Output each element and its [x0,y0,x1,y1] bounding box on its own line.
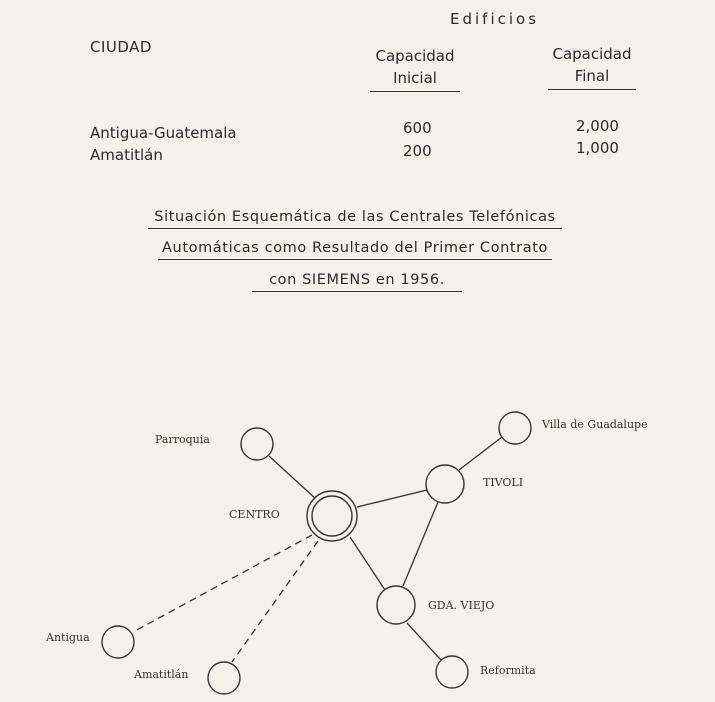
link-tivoli-villa [459,437,502,470]
final-capacity-header-line2: Final [574,67,610,85]
link-parroquia-centro [269,456,317,500]
label-reformita: Reformita [480,664,536,677]
node-villa-guadalupe [499,412,531,444]
row-2-final: 1,000 [576,139,619,157]
node-parroquia [241,428,273,460]
caption-line-1-text: Situación Esquemática de las Centrales Telefónicas [154,209,556,225]
row-1-city: Antigua-Guatemala [90,124,237,142]
link-gdaviejo-reformita [407,623,441,660]
link-centro-gdaviejo [350,537,385,590]
node-amatitlan [208,662,240,694]
label-parroquia: Parroquia [155,433,210,446]
node-centro-inner [312,496,352,536]
initial-capacity-header-line1: Capacidad [375,47,455,65]
node-reformita [436,656,468,688]
link-tivoli-gdaviejo [403,502,438,586]
row-2-initial: 200 [403,142,432,160]
buildings-group-header: Edificios [450,10,540,28]
row-1-initial: 600 [403,119,432,137]
caption-line-3-text: con SIEMENS en 1956. [269,272,445,288]
label-amatitlan: Amatitlán [134,668,189,681]
node-antigua [102,626,134,658]
label-tivoli: TIVOLI [483,476,524,489]
link-centro-antigua [133,535,312,632]
caption-line-2-text: Automáticas como Resultado del Primer Contrato [162,240,548,256]
node-tivoli [426,465,464,503]
final-capacity-header-line1: Capacidad [552,45,632,63]
row-1-final: 2,000 [576,117,619,135]
link-centro-tivoli [357,490,427,507]
node-gda-viejo [377,586,415,624]
city-column-header: CIUDAD [90,38,152,56]
row-2-city: Amatitlán [90,146,163,164]
initial-capacity-header-line2: Inicial [393,69,437,87]
label-gda-viejo: GDA. VIEJO [428,599,495,612]
link-centro-amatitlan [232,541,318,662]
label-villa-guadalupe: Villa de Guadalupe [542,418,648,431]
label-centro: CENTRO [229,508,280,521]
label-antigua: Antigua [46,631,90,644]
